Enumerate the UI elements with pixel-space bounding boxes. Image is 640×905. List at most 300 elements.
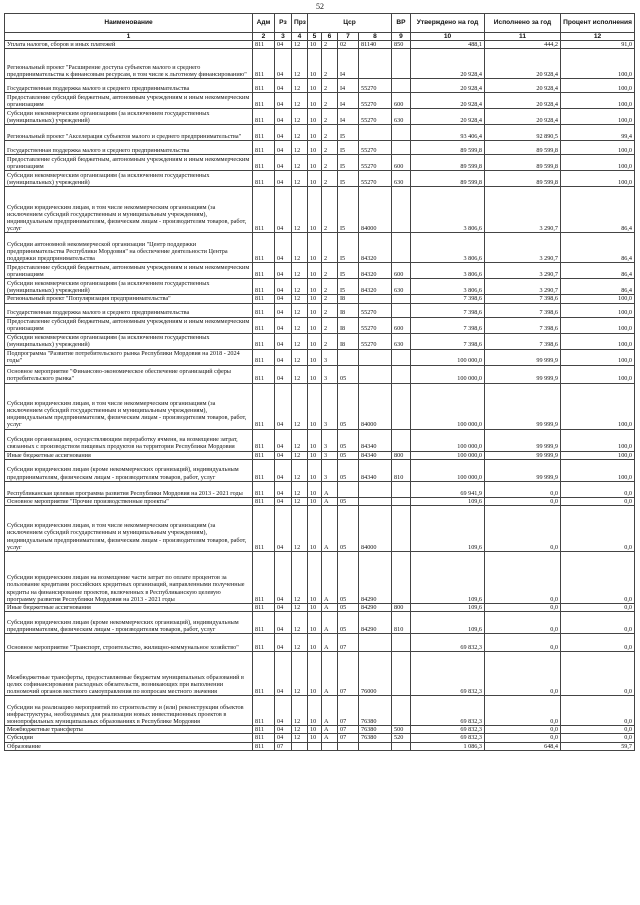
row-approved: 3 806,6 [411,187,485,233]
row-code: 2 [322,49,338,79]
row-code [392,481,411,497]
row-approved: 7 398,6 [411,303,485,317]
row-name: Субсидии на реализацию мероприятий по строительству и (или) реконструкции объектов инфраструктуры, необходимых для реализации новых инвестиционных проектов в монопрофильных муниципальных образованиях в Республике Мордовия [5,696,253,726]
row-code: 12 [292,734,308,742]
row-code: 10 [308,125,322,141]
row-code [292,742,308,750]
row-approved: 69 832,3 [411,652,485,696]
row-code: 2 [322,155,338,171]
row-code: 04 [275,459,292,481]
row-code: 04 [275,506,292,552]
header-executed: Исполнено за год [485,14,561,33]
row-executed: 0,0 [485,652,561,696]
table-row [5,303,635,317]
row-code: 811 [253,295,275,303]
row-code: 10 [308,459,322,481]
header-row [5,14,635,33]
row-code: 10 [308,349,322,365]
row-executed: 7 398,6 [485,303,561,317]
row-code: 810 [392,459,411,481]
column-number: 7 [338,33,359,41]
table-row [5,552,635,604]
row-code: 12 [292,333,308,349]
row-code [392,429,411,451]
row-percent: 100,0 [561,317,635,333]
table-row [5,742,635,750]
row-code: A [322,726,338,734]
row-code: 76380 [359,734,392,742]
row-code: 10 [308,612,322,634]
row-code: 800 [392,451,411,459]
table-row [5,41,635,49]
table-row [5,279,635,295]
row-code [359,481,392,497]
row-code: 10 [308,171,322,187]
row-code: 04 [275,726,292,734]
row-code: 55270 [359,317,392,333]
row-name: Региональный проект "Популяризация предпринимательства" [5,295,253,303]
row-code: 07 [338,726,359,734]
row-code: 12 [292,155,308,171]
row-code: 55270 [359,79,392,93]
row-code: 811 [253,109,275,125]
row-code: 10 [308,506,322,552]
row-code: 12 [292,109,308,125]
row-percent: 0,0 [561,481,635,497]
row-executed: 20 928,4 [485,93,561,109]
row-code: 2 [322,303,338,317]
row-code: 811 [253,49,275,79]
row-code: 600 [392,263,411,279]
row-code: 2 [322,41,338,49]
row-code: 55270 [359,93,392,109]
row-approved: 109,6 [411,612,485,634]
row-code: 04 [275,333,292,349]
row-code: A [322,696,338,726]
row-code: 500 [392,726,411,734]
row-code: 3 [322,383,338,429]
row-name: Субсидии некоммерческим организациям (за исключением государственных (муниципальных) учреждений) [5,279,253,295]
row-name: Субсидии юридическим лицам, в том числе некоммерческим организациям (за исключением субсидий государственным и муниципальным учреждениям), индивидуальным предпринимателям, физическим лицам - производителям товаров, работ, услуг [5,383,253,429]
row-code: 12 [292,365,308,383]
row-code: 55270 [359,333,392,349]
row-code: 10 [308,41,322,49]
row-code: I4 [338,109,359,125]
row-code [359,742,392,750]
row-executed: 0,0 [485,726,561,734]
row-code: 76380 [359,696,392,726]
row-code: 12 [292,383,308,429]
row-code [392,506,411,552]
row-code: 2 [322,109,338,125]
row-code: I5 [338,155,359,171]
row-code: 12 [292,652,308,696]
row-code: 12 [292,506,308,552]
row-executed: 99 999,9 [485,459,561,481]
row-code: 12 [292,279,308,295]
row-code: 84340 [359,429,392,451]
row-code: 2 [322,79,338,93]
row-code: 10 [308,295,322,303]
row-code: A [322,497,338,505]
row-code: 04 [275,49,292,79]
row-name: Основное мероприятие "Транспорт, строительство, жилищно-коммунальное хозяйство" [5,634,253,652]
header-percent: Процент исполнения [561,14,635,33]
row-code: 10 [308,604,322,612]
row-name: Субсидии некоммерческим организациям (за исключением государственных (муниципальных) учреждений) [5,109,253,125]
row-code: 07 [275,742,292,750]
row-code: 10 [308,333,322,349]
row-code: 07 [338,634,359,652]
row-code [392,383,411,429]
row-code [359,349,392,365]
row-code: 84000 [359,383,392,429]
row-percent: 100,0 [561,303,635,317]
row-percent: 100,0 [561,383,635,429]
row-code: 04 [275,93,292,109]
row-percent: 100,0 [561,93,635,109]
row-code: 12 [292,634,308,652]
row-executed: 0,0 [485,552,561,604]
row-code: 2 [322,93,338,109]
row-code: 811 [253,497,275,505]
row-code: 12 [292,451,308,459]
row-code: 10 [308,634,322,652]
header-approved: Утверждено на год [411,14,485,33]
table-row [5,506,635,552]
row-percent: 100,0 [561,109,635,125]
row-executed: 0,0 [485,481,561,497]
row-code: 10 [308,141,322,155]
row-approved: 109,6 [411,552,485,604]
row-percent: 86,4 [561,187,635,233]
row-percent: 100,0 [561,79,635,93]
row-code [322,742,338,750]
row-approved: 100 000,0 [411,383,485,429]
row-executed: 99 999,9 [485,429,561,451]
row-code: 12 [292,171,308,187]
row-code: 12 [292,49,308,79]
row-code: 2 [322,125,338,141]
row-code: 04 [275,79,292,93]
row-code: 10 [308,383,322,429]
row-code: 05 [338,429,359,451]
row-code: 05 [338,459,359,481]
header-prz: Прз [292,14,308,33]
row-code: A [322,634,338,652]
row-percent: 100,0 [561,49,635,79]
row-code: 811 [253,79,275,93]
row-code: 12 [292,141,308,155]
row-code: 04 [275,451,292,459]
row-code: 04 [275,652,292,696]
row-approved: 89 599,8 [411,171,485,187]
table-row [5,333,635,349]
table-row [5,233,635,263]
row-code: I5 [338,171,359,187]
row-code: 04 [275,481,292,497]
row-code: 12 [292,317,308,333]
row-executed: 7 398,6 [485,317,561,333]
row-executed: 3 290,7 [485,263,561,279]
row-code: A [322,604,338,612]
row-code: 12 [292,612,308,634]
row-percent: 100,0 [561,451,635,459]
row-percent: 100,0 [561,295,635,303]
row-name: Государственная поддержка малого и среднего предпринимательства [5,79,253,93]
row-code: I8 [338,303,359,317]
row-code: 811 [253,171,275,187]
row-code: 04 [275,233,292,263]
row-code: 10 [308,726,322,734]
row-percent: 100,0 [561,459,635,481]
row-code: 04 [275,317,292,333]
row-code: 811 [253,459,275,481]
row-approved: 69 832,3 [411,634,485,652]
row-approved: 100 000,0 [411,459,485,481]
row-code: 630 [392,279,411,295]
row-executed: 20 928,4 [485,109,561,125]
row-name: Межбюджетные трансферты [5,726,253,734]
row-percent: 86,4 [561,263,635,279]
row-name: Субсидии некоммерческим организациям (за исключением государственных (муниципальных) учреждений) [5,171,253,187]
row-code: 07 [338,696,359,726]
table-row [5,295,635,303]
row-percent: 100,0 [561,333,635,349]
row-code: 07 [338,652,359,696]
row-code: 04 [275,612,292,634]
row-code: 600 [392,93,411,109]
row-name: Субсидии юридическим лицам, в том числе некоммерческим организациям (за исключением субсидий государственным и муниципальным учреждениям), индивидуальным предпринимателям, физическим лицам - производителям товаров, работ, услуг [5,187,253,233]
row-code: 10 [308,481,322,497]
table-body [5,41,635,751]
row-code: 811 [253,734,275,742]
row-code: 12 [292,125,308,141]
row-code: 04 [275,125,292,141]
row-code: 811 [253,612,275,634]
row-code: 10 [308,696,322,726]
table-row [5,187,635,233]
row-code: 811 [253,279,275,295]
row-name: Субсидии организациям, осуществляющим переработку ячменя, на возмещение затрат, связанных с производством пищевых продуктов на территории Республики Мордовия [5,429,253,451]
row-code: 3 [322,349,338,365]
row-percent: 0,0 [561,506,635,552]
row-code: 811 [253,333,275,349]
row-name: Подпрограмма "Развитие потребительского рынка Республики Мордовия на 2018 - 2024 годы" [5,349,253,365]
row-code: 04 [275,497,292,505]
row-approved: 3 806,6 [411,263,485,279]
table-row [5,365,635,383]
row-name: Предоставление субсидий бюджетным, автономным учреждениям и иным некоммерческим организациям [5,155,253,171]
table-row [5,459,635,481]
table-row [5,451,635,459]
row-approved: 69 832,3 [411,726,485,734]
row-percent: 99,4 [561,125,635,141]
row-code: 3 [322,459,338,481]
row-executed: 3 290,7 [485,279,561,295]
row-percent: 59,7 [561,742,635,750]
row-executed: 0,0 [485,604,561,612]
table-row [5,171,635,187]
row-name: Иные бюджетные ассигнования [5,604,253,612]
row-code: 811 [253,349,275,365]
row-code: 10 [308,365,322,383]
table-row [5,726,635,734]
row-code: 10 [308,303,322,317]
row-code: 10 [308,279,322,295]
row-approved: 69 832,3 [411,696,485,726]
row-code: 811 [253,604,275,612]
row-code: 04 [275,187,292,233]
row-code: 05 [338,552,359,604]
table-row [5,141,635,155]
row-approved: 100 000,0 [411,429,485,451]
row-code: 05 [338,612,359,634]
row-code [359,497,392,505]
row-approved: 100 000,0 [411,451,485,459]
row-approved: 109,6 [411,506,485,552]
row-percent: 86,4 [561,233,635,263]
row-code: 12 [292,497,308,505]
row-code: 811 [253,41,275,49]
table-row [5,634,635,652]
table-row [5,383,635,429]
row-code: 2 [322,233,338,263]
row-code: 84320 [359,233,392,263]
row-approved: 20 928,4 [411,49,485,79]
row-approved: 3 806,6 [411,233,485,263]
row-percent: 0,0 [561,652,635,696]
header-name: Наименование [5,14,253,33]
row-code: 05 [338,383,359,429]
row-percent: 0,0 [561,634,635,652]
column-number: 4 [292,33,308,41]
row-name: Иные бюджетные ассигнования [5,451,253,459]
row-percent: 100,0 [561,349,635,365]
row-code: 84000 [359,506,392,552]
row-code: A [322,481,338,497]
row-code: 811 [253,233,275,263]
row-code: 811 [253,742,275,750]
row-code: 12 [292,552,308,604]
row-approved: 69 832,3 [411,734,485,742]
row-code: 10 [308,317,322,333]
row-code [392,141,411,155]
row-percent: 100,0 [561,429,635,451]
row-code [392,295,411,303]
row-code: 10 [308,497,322,505]
row-code [308,742,322,750]
row-executed: 0,0 [485,734,561,742]
row-approved: 20 928,4 [411,109,485,125]
row-executed: 89 599,8 [485,141,561,155]
row-code: 12 [292,604,308,612]
row-code: 05 [338,451,359,459]
row-percent: 100,0 [561,365,635,383]
table-row [5,93,635,109]
row-code: 600 [392,317,411,333]
row-executed: 0,0 [485,696,561,726]
row-code: 811 [253,155,275,171]
row-code [392,652,411,696]
row-executed: 0,0 [485,506,561,552]
row-code: 811 [253,141,275,155]
page-number: 52 [316,2,324,11]
row-code [338,742,359,750]
row-name: Субсидии автономной некоммерческой организации "Центр поддержки предпринимательства Республики Мордовия" на обеспечение деятельности Центра поддержки предпринимательства [5,233,253,263]
row-code: 55270 [359,155,392,171]
row-code: 811 [253,317,275,333]
row-code: 12 [292,481,308,497]
header-vr: ВР [392,14,411,33]
row-code: 811 [253,263,275,279]
row-code: 04 [275,349,292,365]
row-executed: 3 290,7 [485,187,561,233]
row-code: 04 [275,295,292,303]
row-code: 10 [308,552,322,604]
row-code: 811 [253,696,275,726]
row-code: 05 [338,365,359,383]
row-approved: 93 406,4 [411,125,485,141]
row-code: 55270 [359,141,392,155]
row-code: 12 [292,263,308,279]
table-row [5,349,635,365]
row-name: Предоставление субсидий бюджетным, автономным учреждениям и иным некоммерческим организациям [5,263,253,279]
row-code: 04 [275,171,292,187]
row-code: 55270 [359,303,392,317]
row-name: Субсидии некоммерческим организациям (за исключением государственных (муниципальных) учреждений) [5,333,253,349]
row-approved: 7 398,6 [411,317,485,333]
row-code: 10 [308,652,322,696]
row-code: 630 [392,171,411,187]
row-code [392,187,411,233]
row-code: 630 [392,333,411,349]
column-number: 1 [5,33,253,41]
row-percent: 0,0 [561,604,635,612]
column-number: 9 [392,33,411,41]
row-code: A [322,652,338,696]
row-name: Государственная поддержка малого и среднего предпринимательства [5,303,253,317]
row-code: 10 [308,79,322,93]
row-code: 04 [275,634,292,652]
row-name: Межбюджетные трансферты, предоставляемые бюджетам муниципальных образований в целях софинансирования расходных обязательств, возникающих при выполнении полномочий органов местного самоуправления по вопросам местного значения [5,652,253,696]
row-code [338,481,359,497]
row-code: 07 [338,734,359,742]
row-code: 811 [253,506,275,552]
row-code: 05 [338,604,359,612]
header-adm: Адм [253,14,275,33]
row-code: 2 [322,171,338,187]
row-percent: 91,0 [561,41,635,49]
row-code: 84320 [359,279,392,295]
row-executed: 99 999,9 [485,451,561,459]
row-name: Республиканская целевая программа развития Республики Мордовия на 2013 - 2021 годы [5,481,253,497]
row-approved: 1 086,3 [411,742,485,750]
row-code: 811 [253,303,275,317]
row-code: 3 [322,429,338,451]
row-code: 2 [322,263,338,279]
row-code: 02 [338,41,359,49]
row-code: 04 [275,279,292,295]
row-code: 12 [292,696,308,726]
row-code [392,303,411,317]
row-name: Субсидии юридическим лицам (кроме некоммерческих организаций), индивидуальным предпринимателям, физическим лицам - производителям товаров, работ, услуг [5,459,253,481]
row-code: 2 [322,333,338,349]
row-code [359,634,392,652]
row-code: 811 [253,634,275,652]
row-code: I8 [338,317,359,333]
row-code: 811 [253,552,275,604]
